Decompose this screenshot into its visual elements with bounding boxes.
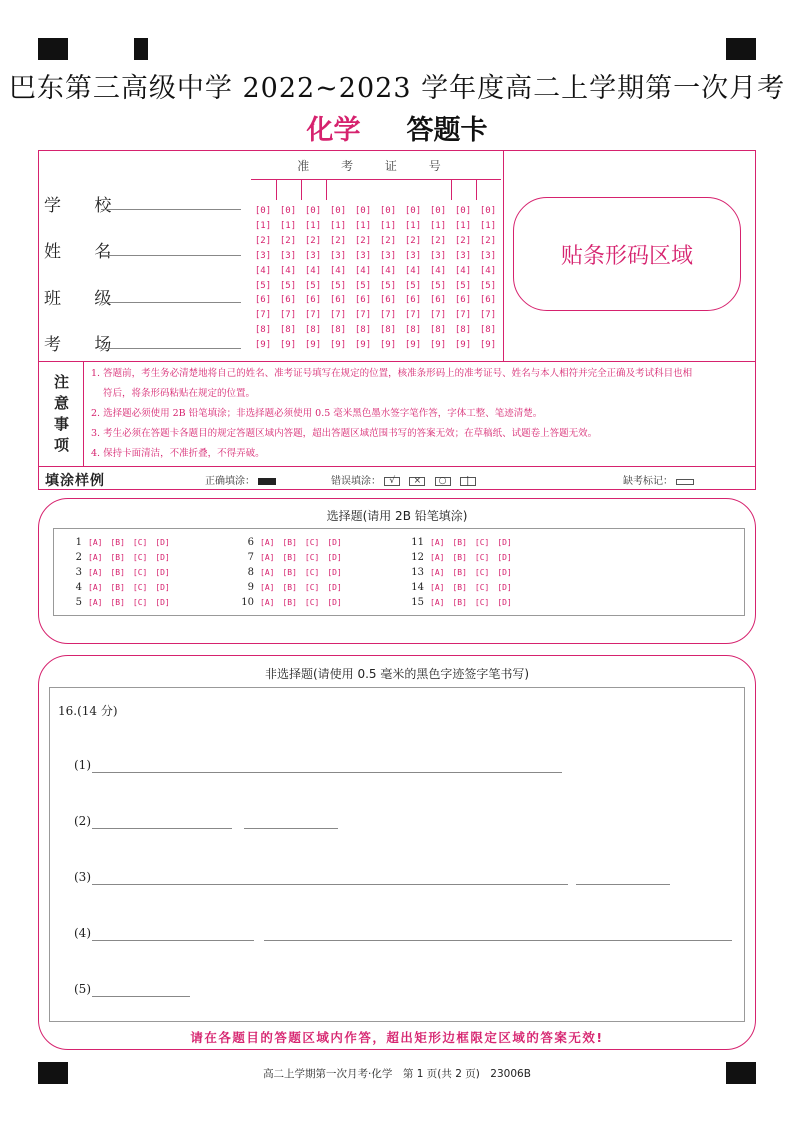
option-bubble[interactable]: [B] [452,598,467,607]
digit-bubble[interactable]: [3] [429,250,447,261]
part-1-label: (1) [74,758,91,772]
option-bubble[interactable]: [D] [327,583,342,592]
option-bubble[interactable]: [B] [452,568,467,577]
notice-item-4: 4. 保持卡面清洁，不准折叠，不得弄破。 [91,448,265,459]
digit-bubble[interactable]: [9] [254,340,272,351]
exam-number-column[interactable] [453,204,473,353]
option-bubble[interactable]: [A] [260,583,275,592]
part-4-answer-line-b[interactable] [264,940,732,941]
digit-bubble[interactable]: [7] [404,310,422,321]
choice-answer-grid [53,528,745,616]
option-bubble[interactable]: [D] [155,553,170,562]
choice-question-row [238,552,350,563]
digit-bubble[interactable]: [0] [429,206,447,216]
digit-bubble[interactable]: [4] [329,265,347,276]
wrong-fill-label: 错误填涂： [331,476,381,487]
option-bubble[interactable]: [C] [474,598,490,607]
digit-bubble[interactable]: [0] [279,206,297,216]
digit-bubble[interactable]: [4] [404,265,422,276]
option-bubble[interactable]: [C] [474,553,490,562]
option-bubble[interactable]: [D] [497,553,512,562]
digit-bubble[interactable]: [2] [279,235,297,246]
option-bubble[interactable]: [D] [497,568,512,577]
option-bubble[interactable]: [D] [327,538,342,547]
digit-bubble[interactable]: [0] [454,206,472,216]
option-bubble[interactable]: [A] [260,538,275,547]
digit-bubble[interactable]: [9] [279,340,297,351]
digit-bubble[interactable]: [5] [254,280,272,291]
option-bubble[interactable]: [D] [327,598,342,607]
digit-bubble[interactable]: [4] [379,265,397,276]
digit-bubble[interactable]: [6] [254,295,272,306]
option-bubble[interactable]: [B] [282,583,297,592]
exam-number-column[interactable] [428,204,448,353]
digit-bubble[interactable]: [1] [279,220,297,231]
digit-bubble[interactable]: [8] [304,325,322,336]
option-bubble[interactable]: [D] [155,598,170,607]
class-input[interactable] [101,302,241,303]
choice-question-row [408,552,520,563]
question-number: 15 [411,597,424,608]
part-5-label: (5) [74,982,91,996]
digit-bubble[interactable]: [7] [479,310,497,321]
digit-bubble[interactable]: [4] [254,265,272,276]
option-bubble[interactable]: [A] [88,568,103,577]
circle-mark-icon: ○ [435,477,451,486]
option-bubble[interactable]: [B] [282,553,297,562]
digit-bubble[interactable]: [5] [329,280,347,291]
option-bubble[interactable]: [C] [474,568,490,577]
digit-bubble[interactable]: [9] [354,340,372,351]
option-bubble[interactable]: [A] [88,538,103,547]
question-number: 14 [411,582,424,593]
option-bubble[interactable]: [C] [132,583,148,592]
part-4-label: (4) [74,926,91,940]
digit-bubble[interactable]: [7] [279,310,297,321]
digit-bubble[interactable]: [9] [479,340,497,351]
notice-label: 注意事项 [52,374,70,458]
digit-bubble[interactable]: [5] [304,280,322,291]
option-bubble[interactable]: [A] [430,583,445,592]
digit-bubble[interactable]: [5] [404,280,422,291]
exam-number-column[interactable] [378,204,398,353]
digit-bubble[interactable]: [6] [354,295,372,306]
question-number: 13 [411,567,424,578]
digit-bubble[interactable]: [7] [379,310,397,321]
option-bubble[interactable]: [A] [260,598,275,607]
exam-number-column[interactable] [403,204,423,353]
digit-bubble[interactable]: [8] [254,325,272,336]
exam-number-column[interactable] [253,204,273,353]
exam-number-column[interactable] [353,204,373,353]
digit-bubble[interactable]: [4] [454,265,472,276]
field-school-label: 学 校 [44,196,126,216]
notice-item-2: 2. 选择题必须使用 2B 铅笔填涂；非选择题必须使用 0.5 毫米黑色墨水签字笔作答，字体工整、笔迹清楚。 [91,408,543,419]
check-mark-icon: √ [384,477,400,486]
choice-section-title: 选择题(请用 2B 铅笔填涂) [326,509,468,523]
digit-bubble[interactable]: [5] [454,280,472,291]
digit-bubble[interactable]: [2] [479,235,497,246]
digit-bubble[interactable]: [5] [354,280,372,291]
divider [301,180,302,200]
part-3-label: (3) [74,870,91,884]
divider [276,180,277,200]
choice-question-row [238,537,350,548]
question-number: 11 [411,537,424,548]
fill-example-label: 填涂样例 [45,473,105,489]
digit-bubble[interactable]: [0] [354,206,372,216]
digit-bubble[interactable]: [5] [279,280,297,291]
digit-bubble[interactable]: [1] [454,220,472,231]
part-2-label: (2) [74,814,91,828]
option-bubble[interactable]: [A] [430,553,445,562]
digit-bubble[interactable]: [2] [329,235,347,246]
divider [326,180,327,200]
question-number: 3 [75,567,82,578]
filled-bubble-icon [258,478,276,485]
digit-bubble[interactable]: [4] [354,265,372,276]
registration-mark-top-center [134,38,148,60]
question-16-label: 16.(14 分) [58,704,118,718]
subject-name: 化学 [306,115,361,146]
digit-bubble[interactable]: [7] [354,310,372,321]
divider [503,151,504,361]
digit-bubble[interactable]: [1] [329,220,347,231]
digit-bubble[interactable]: [4] [279,265,297,276]
digit-bubble[interactable]: [9] [379,340,397,351]
choice-question-row [238,582,350,593]
digit-bubble[interactable]: [2] [304,235,322,246]
choice-question-row [66,567,178,578]
question-number: 5 [75,597,82,608]
digit-bubble[interactable]: [3] [479,250,497,261]
digit-bubble[interactable]: [2] [354,235,372,246]
option-bubble[interactable]: [C] [474,538,490,547]
room-input[interactable] [101,348,241,349]
part-2-answer-line-b[interactable] [244,828,338,829]
digit-bubble[interactable]: [5] [479,280,497,291]
digit-bubble[interactable]: [6] [454,295,472,306]
digit-bubble[interactable]: [9] [329,340,347,351]
digit-bubble[interactable]: [6] [279,295,297,306]
absent-mark-label: 缺考标记： [623,476,673,487]
option-bubble[interactable]: [B] [110,568,125,577]
digit-bubble[interactable]: [6] [479,295,497,306]
card-label: 答题卡 [406,115,488,146]
digit-bubble[interactable]: [8] [379,325,397,336]
digit-bubble[interactable]: [2] [379,235,397,246]
field-class-label: 班 级 [44,289,126,309]
digit-bubble[interactable]: [0] [329,206,347,216]
option-bubble[interactable]: [A] [430,568,445,577]
bar-mark-icon: | [460,477,476,486]
exam-number-column[interactable] [303,204,323,353]
question-number: 6 [247,537,254,548]
option-bubble[interactable]: [C] [304,583,320,592]
digit-bubble[interactable]: [9] [304,340,322,351]
registration-mark-top-right [726,38,756,60]
digit-bubble[interactable]: [2] [454,235,472,246]
digit-bubble[interactable]: [8] [454,325,472,336]
option-bubble[interactable]: [B] [110,583,125,592]
digit-bubble[interactable]: [4] [479,265,497,276]
digit-bubble[interactable]: [8] [479,325,497,336]
option-bubble[interactable]: [C] [132,538,148,547]
divider [83,361,84,466]
digit-bubble[interactable]: [1] [254,220,272,231]
choice-question-row [408,582,520,593]
digit-bubble[interactable]: [3] [354,250,372,261]
option-bubble[interactable]: [C] [304,568,320,577]
option-bubble[interactable]: [A] [88,598,103,607]
digit-bubble[interactable]: [1] [354,220,372,231]
digit-bubble[interactable]: [3] [454,250,472,261]
correct-fill-label: 正确填涂： [205,476,255,487]
option-bubble[interactable]: [A] [430,598,445,607]
part-1-answer-line[interactable] [92,772,562,773]
part-4-answer-line-a[interactable] [92,940,254,941]
question-number: 1 [75,537,82,548]
field-room-label: 考 场 [44,335,126,355]
option-bubble[interactable]: [C] [132,553,148,562]
exam-number-column[interactable] [328,204,348,353]
option-bubble[interactable]: [D] [155,583,170,592]
digit-bubble[interactable]: [8] [329,325,347,336]
digit-bubble[interactable]: [6] [379,295,397,306]
absent-mark [623,472,700,487]
question-number: 12 [411,552,424,563]
digit-bubble[interactable]: [1] [379,220,397,231]
option-bubble[interactable]: [C] [304,598,320,607]
answer-area[interactable] [49,687,745,1022]
choice-question-row [408,537,520,548]
digit-bubble[interactable]: [7] [254,310,272,321]
digit-bubble[interactable]: [6] [329,295,347,306]
option-bubble[interactable]: [A] [260,568,275,577]
digit-bubble[interactable]: [3] [404,250,422,261]
choice-question-row [408,567,520,578]
option-bubble[interactable]: [D] [327,568,342,577]
page-footer: 高二上学期第一次月考·化学 第 1 页(共 2 页) 23006B [263,1068,531,1080]
digit-bubble[interactable]: [4] [429,265,447,276]
part-2-answer-line-a[interactable] [92,828,232,829]
digit-bubble[interactable]: [7] [429,310,447,321]
option-bubble[interactable]: [B] [282,538,297,547]
digit-bubble[interactable]: [2] [404,235,422,246]
digit-bubble[interactable]: [8] [354,325,372,336]
digit-bubble[interactable]: [9] [404,340,422,351]
digit-bubble[interactable]: [7] [454,310,472,321]
option-bubble[interactable]: [C] [132,598,148,607]
name-input[interactable] [101,255,241,256]
exam-number-column[interactable] [278,204,298,353]
divider [451,180,452,200]
choice-question-row [408,597,520,608]
digit-bubble[interactable]: [3] [379,250,397,261]
digit-bubble[interactable]: [9] [429,340,447,351]
option-bubble[interactable]: [D] [327,553,342,562]
digit-bubble[interactable]: [6] [304,295,322,306]
option-bubble[interactable]: [B] [110,553,125,562]
question-number: 9 [247,582,254,593]
part-3-answer-line-a[interactable] [92,884,568,885]
part-5-answer-line[interactable] [92,996,190,997]
cross-mark-icon: × [409,477,425,486]
digit-bubble[interactable]: [1] [429,220,447,231]
digit-bubble[interactable]: [0] [379,206,397,216]
part-3-answer-line-b[interactable] [576,884,670,885]
school-input[interactable] [101,209,241,210]
card-subtitle [0,108,794,147]
field-name-label: 姓 名 [44,242,126,262]
fill-example-row [39,466,755,490]
choice-question-row [66,537,178,548]
question-number: 8 [247,567,254,578]
digit-bubble[interactable]: [1] [479,220,497,231]
digit-bubble[interactable]: [0] [304,206,322,216]
option-bubble[interactable]: [D] [497,583,512,592]
exam-number-title: 准 考 证 号 [297,159,455,173]
barcode-area: 贴条形码区域 [513,197,741,311]
digit-bubble[interactable]: [7] [329,310,347,321]
divider [39,361,755,362]
exam-title: 巴东第三高级中学 2022~2023 学年度高二上学期第一次月考 [8,73,786,104]
digit-bubble[interactable]: [2] [254,235,272,246]
exam-number-column[interactable] [478,204,498,353]
digit-bubble[interactable]: [5] [379,280,397,291]
option-bubble[interactable]: [D] [497,538,512,547]
free-response-title: 非选择题(请使用 0.5 毫米的黑色字迹签字笔书写) [264,667,530,681]
digit-bubble[interactable]: [1] [404,220,422,231]
question-number: 10 [241,597,254,608]
option-bubble[interactable]: [D] [497,598,512,607]
option-bubble[interactable]: [B] [110,538,125,547]
option-bubble[interactable]: [C] [132,568,148,577]
option-bubble[interactable]: [B] [452,538,467,547]
registration-mark-top-left [38,38,68,60]
digit-bubble[interactable]: [6] [404,295,422,306]
divider [476,180,477,200]
digit-bubble[interactable]: [5] [429,280,447,291]
out-of-area-warning: 请在各题目的答题区域内作答，超出矩形边框限定区域的答案无效! [190,1030,604,1045]
digit-bubble[interactable]: [0] [404,206,422,216]
correct-fill-example [205,472,276,487]
option-bubble[interactable]: [A] [88,553,103,562]
option-bubble[interactable]: [B] [282,598,297,607]
digit-bubble[interactable]: [9] [454,340,472,351]
option-bubble[interactable]: [B] [110,598,125,607]
digit-bubble[interactable]: [0] [254,206,272,216]
digit-bubble[interactable]: [8] [404,325,422,336]
digit-bubble[interactable]: [1] [304,220,322,231]
absent-mark-box[interactable] [676,479,694,485]
choice-question-row [238,567,350,578]
choice-question-row [66,582,178,593]
digit-bubble[interactable]: [3] [279,250,297,261]
option-bubble[interactable]: [D] [155,538,170,547]
option-bubble[interactable]: [C] [304,553,320,562]
digit-bubble[interactable]: [0] [479,206,497,216]
option-bubble[interactable]: [D] [155,568,170,577]
digit-bubble[interactable]: [8] [429,325,447,336]
option-bubble[interactable]: [B] [452,583,467,592]
digit-bubble[interactable]: [2] [429,235,447,246]
option-bubble[interactable]: [B] [452,553,467,562]
digit-bubble[interactable]: [3] [254,250,272,261]
wrong-fill-example [331,472,482,487]
choice-question-row [66,597,178,608]
digit-bubble[interactable]: [3] [304,250,322,261]
choice-question-row [66,552,178,563]
digit-bubble[interactable]: [3] [329,250,347,261]
option-bubble[interactable]: [C] [304,538,320,547]
option-bubble[interactable]: [A] [260,553,275,562]
digit-bubble[interactable]: [4] [304,265,322,276]
notice-item-1: 1. 答题前，考生务必清楚地将自己的姓名、准考证号填写在规定的位置，核准条形码上的准考证号、姓名与本人相符并完全正确及考试科目也相 [91,368,693,379]
choice-question-row [238,597,350,608]
notice-item-1-cont: 符后，将条形码粘贴在规定的位置。 [103,388,256,399]
exam-number-boxes[interactable] [251,179,501,199]
option-bubble[interactable]: [A] [430,538,445,547]
notice-item-3: 3. 考生必须在答题卡各题目的规定答题区域内答题，超出答题区域范围书写的答案无效；在草稿纸、试题卷上答题无效。 [91,428,598,439]
option-bubble[interactable]: [C] [474,583,490,592]
digit-bubble[interactable]: [8] [279,325,297,336]
question-number: 7 [247,552,254,563]
option-bubble[interactable]: [A] [88,583,103,592]
question-number: 2 [75,552,82,563]
digit-bubble[interactable]: [6] [429,295,447,306]
option-bubble[interactable]: [B] [282,568,297,577]
choice-section [38,498,756,644]
digit-bubble[interactable]: [7] [304,310,322,321]
student-info-section [38,150,756,490]
free-response-section [38,655,756,1050]
question-number: 4 [75,582,82,593]
